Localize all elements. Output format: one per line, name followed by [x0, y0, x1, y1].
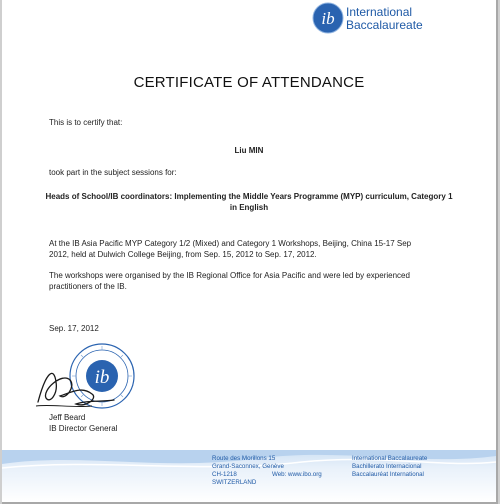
session-line2: in English	[229, 203, 269, 212]
logo-line2: Baccalaureate	[346, 18, 423, 32]
signatory-title: IB Director General	[49, 424, 118, 433]
certificate-page	[2, 0, 498, 504]
session-title	[22, 191, 476, 213]
address-line3: CH-1218	[212, 471, 237, 478]
svg-text:ib: ib	[94, 367, 110, 388]
address-line2: Grand-Saconnex, Genève	[212, 463, 284, 470]
certificate-title: CERTIFICATE OF ATTENDANCE	[133, 74, 365, 91]
footer-names	[352, 455, 427, 479]
organised-text	[49, 270, 489, 292]
ib-logo-text	[346, 6, 423, 32]
ib-seal-signature	[32, 342, 142, 414]
name-line1: International Baccalaureate	[352, 455, 428, 462]
certificate-date: Sep. 17, 2012	[49, 324, 99, 333]
took-part-text: took part in the subject sessions for:	[49, 168, 177, 177]
name-line2: Bachillerato Internacional	[352, 463, 422, 470]
address-line4: SWITZERLAND	[212, 479, 257, 486]
footer-web: Web: www.ibo.org	[272, 471, 322, 478]
ib-logo-letters: ib	[321, 9, 335, 28]
details-line2: 2012, held at Dulwich College Beijing, from Sep. 15, 2012 to Sep. 17, 2012.	[49, 250, 317, 259]
name-line3: Baccalauréat International	[352, 471, 424, 478]
signatory	[49, 412, 117, 434]
details-line1: At the IB Asia Pacific MYP Category 1/2 (Mixed) and Category 1 Workshops, Beijing, China 15-17 Sep	[49, 239, 412, 248]
certificate-footer	[2, 450, 496, 502]
certify-text: This is to certify that:	[49, 118, 123, 127]
organised-line2: practitioners of the IB.	[49, 282, 127, 291]
attendee-name: Liu MIN	[234, 146, 264, 155]
ib-logo-icon	[312, 2, 344, 34]
ib-logo	[312, 2, 498, 38]
signatory-name: Jeff Beard	[49, 413, 86, 422]
logo-line1: International	[346, 5, 413, 19]
organised-line1: The workshops were organised by the IB Regional Office for Asia Pacific and were led by experienced	[49, 271, 410, 280]
address-line1: Route des Morillons 15	[212, 455, 276, 462]
workshop-details	[49, 238, 489, 260]
session-line1: Heads of School/IB coordinators: Implementing the Middle Years Programme (MYP) curriculum, Category 1	[45, 192, 453, 201]
